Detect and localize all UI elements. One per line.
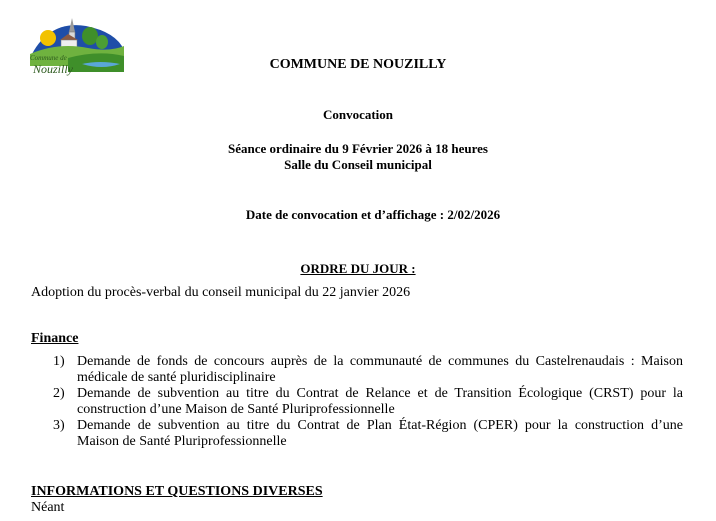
logo-text-large: Nouzilly bbox=[33, 62, 74, 76]
logo-tree bbox=[82, 27, 98, 45]
item-number: 3) bbox=[53, 418, 65, 433]
document-type: Convocation bbox=[322, 107, 394, 122]
item-text-line: Maison de Santé Pluriprofessionnelle bbox=[77, 434, 287, 449]
item-number: 1) bbox=[53, 354, 65, 369]
infos-content: Néant bbox=[31, 500, 65, 515]
item-text-line: médicale de santé pluridisciplinaire bbox=[77, 370, 276, 385]
finance-list bbox=[31, 354, 683, 450]
commune-title: COMMUNE DE NOUZILLY bbox=[269, 57, 447, 72]
agenda-intro: Adoption du procès-verbal du conseil municipal du 22 janvier 2026 bbox=[31, 285, 411, 300]
item-number: 2) bbox=[53, 386, 65, 401]
finance-heading: Finance bbox=[31, 331, 79, 346]
session-date: Séance ordinaire du 9 Février 2026 à 18 heures bbox=[228, 141, 488, 156]
agenda-title: ORDRE DU JOUR : bbox=[300, 261, 416, 276]
logo-tree bbox=[96, 35, 108, 49]
item-text-line: construction d’une Maison de Santé Pluriprofessionnelle bbox=[77, 402, 395, 417]
item-text-line: Demande de subvention au titre du Contrat de Plan État-Région (CPER) pour la construction d’une bbox=[77, 418, 683, 433]
infos-heading: INFORMATIONS ET QUESTIONS DIVERSES bbox=[31, 484, 323, 499]
item-text-line: Demande de subvention au titre du Contrat de Relance et de Transition Écologique (CRST) pour la bbox=[77, 386, 683, 401]
list-item bbox=[31, 354, 683, 386]
logo-church-spire bbox=[69, 18, 75, 32]
logo-text-small: Commune de bbox=[30, 54, 67, 62]
logo-sun bbox=[40, 30, 56, 46]
session-room: Salle du Conseil municipal bbox=[284, 157, 432, 172]
item-text-line: Demande de fonds de concours auprès de la communauté de communes du Castelrenaudais : Maison bbox=[77, 354, 683, 369]
list-item bbox=[31, 418, 683, 450]
convocation-date: Date de convocation et d’affichage : 2/02/2026 bbox=[245, 207, 501, 222]
list-item bbox=[31, 386, 683, 418]
